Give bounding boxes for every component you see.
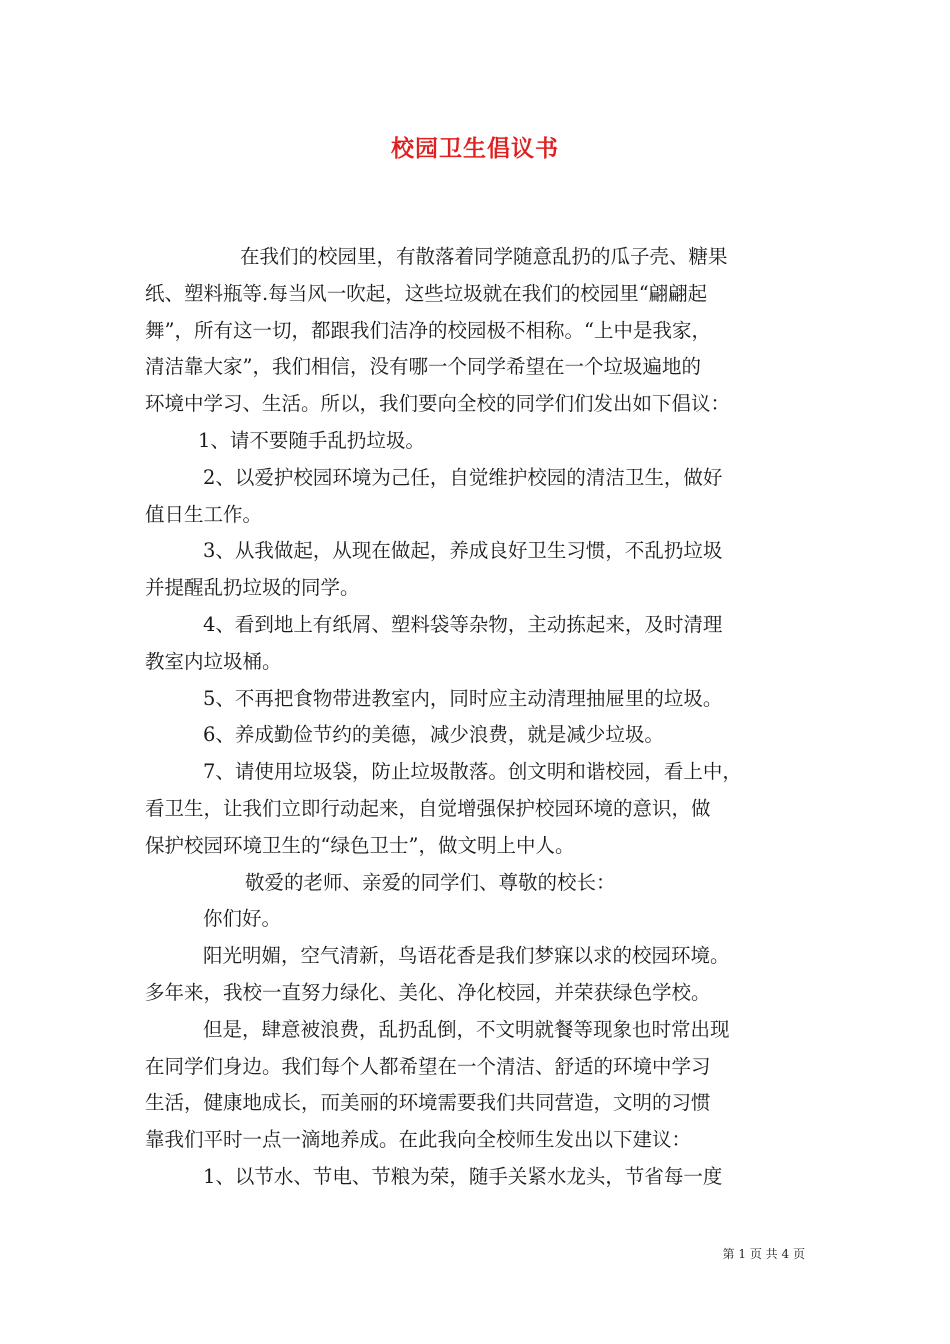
body-line: 敬爱的老师、亲爱的同学们、尊敬的校长： <box>245 870 616 894</box>
body-line: 多年来，我校一直努力绿化、美化、净化校园，并荣获绿色学校。 <box>145 980 711 1004</box>
body-line: 舞”，所有这一切，都跟我们洁净的校园极不相称。“上中是我家， <box>145 318 711 342</box>
body-line: 保护校园环境卫生的“绿色卫士”，做文明上中人。 <box>145 833 575 857</box>
body-line: 纸、塑料瓶等.每当风一吹起，这些垃圾就在我们的校园里“翩翩起 <box>145 281 708 305</box>
body-line: 并提醒乱扔垃圾的同学。 <box>145 576 360 600</box>
body-line: 环境中学习、生活。所以，我们要向全校的同学们们发出如下倡议： <box>145 392 731 416</box>
page-mid: 页 共 <box>749 1247 778 1261</box>
body-line: 靠我们平时一点一滴地养成。在此我向全校师生发出以下建议： <box>145 1128 692 1152</box>
body-line: 6、养成勤俭节约的美德，减少浪费，就是减少垃圾。 <box>203 723 664 747</box>
body-line: 在我们的校园里，有散落着同学随意乱扔的瓜子壳、糖果 <box>240 245 728 268</box>
body-line: 你们好。 <box>203 907 282 931</box>
body-line: 在同学们身边。我们每个人都希望在一个清洁、舒适的环境中学习 <box>145 1054 711 1078</box>
body-line: 5、不再把食物带进教室内，同时应主动清理抽屉里的垃圾。 <box>203 686 723 710</box>
body-line: 值日生工作。 <box>145 502 263 526</box>
page-total: 4 <box>781 1247 790 1261</box>
document-body <box>145 239 810 1196</box>
body-line: 3、从我做起，从现在做起，养成良好卫生习惯，不乱扔垃圾 <box>203 539 723 563</box>
page-current: 1 <box>738 1247 747 1261</box>
page-prefix: 第 <box>722 1247 735 1261</box>
body-line: 4、看到地上有纸屑、塑料袋等杂物，主动拣起来，及时清理 <box>203 612 723 636</box>
body-line: 7、请使用垃圾袋，防止垃圾散落。创文明和谐校园，看上中， <box>203 760 742 784</box>
body-line: 生活，健康地成长，而美丽的环境需要我们共同营造，文明的习惯 <box>145 1091 711 1115</box>
body-line: 1、请不要随手乱扔垃圾。 <box>198 428 425 452</box>
page-number-footer <box>723 1246 805 1262</box>
body-line: 清洁靠大家”，我们相信，没有哪一个同学希望在一个垃圾遍地的 <box>145 355 701 379</box>
body-line: 1、以节水、节电、节粮为荣，随手关紧水龙头，节省每一度 <box>203 1164 723 1188</box>
body-line: 看卫生，让我们立即行动起来，自觉增强保护校园环境的意识，做 <box>145 796 711 820</box>
body-line: 但是，肆意被浪费，乱扔乱倒，不文明就餐等现象也时常出现 <box>203 1017 730 1041</box>
body-line: 教室内垃圾桶。 <box>145 649 282 673</box>
page-suffix: 页 <box>792 1247 805 1261</box>
body-line: 阳光明媚，空气清新，鸟语花香是我们梦寐以求的校园环境。 <box>203 944 730 968</box>
body-line: 2、以爱护校园环境为己任，自觉维护校园的清洁卫生，做好 <box>203 465 723 489</box>
document-title: 校园卫生倡议书 <box>391 135 559 162</box>
